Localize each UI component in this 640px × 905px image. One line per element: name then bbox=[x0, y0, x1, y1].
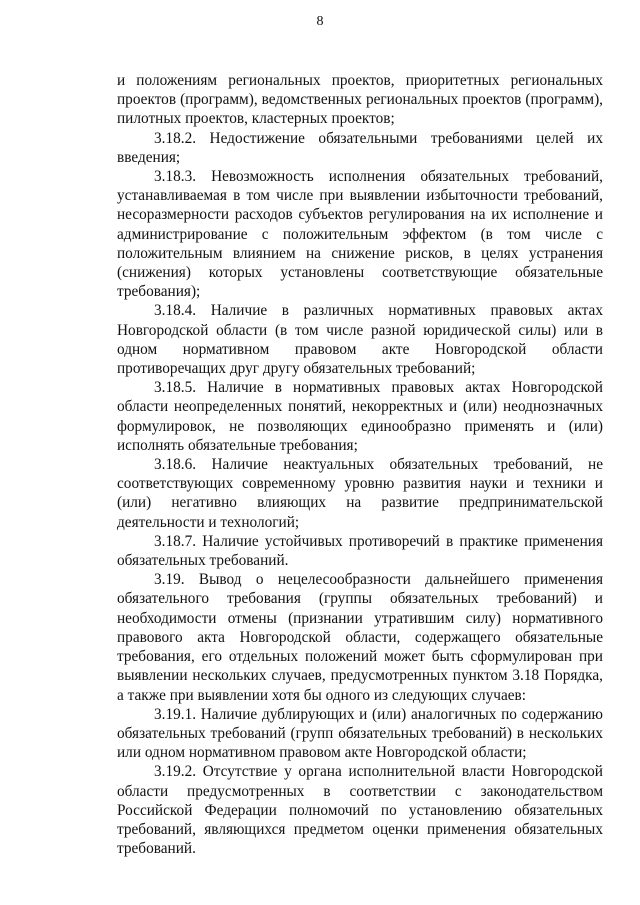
paragraph-3-18-6: 3.18.6. Наличие неактуальных обязательных требований, не соответствующих современному уровню развития науки и техники и (или) негативно влияющих на развитие предпринимательской деятельности и технологий; bbox=[117, 456, 603, 531]
paragraph-3-18-7: 3.18.7. Наличие устойчивых противоречий в практике применения обязательных требований. bbox=[117, 532, 603, 570]
paragraph-3-19-2: 3.19.2. Отсутствие у органа исполнительной власти Новгородской области предусмотренных в соответствии с законодательством Российской Федерации полномочий по установлению обязательных требований, являющихся предметом оценки применения обязательных требований. bbox=[117, 763, 603, 858]
page-number: 8 bbox=[316, 14, 324, 29]
paragraph-3-18-5: 3.18.5. Наличие в нормативных правовых актах Новгородской области неопределенных понятий, некорректных и (или) неоднозначных формулировок, не позволяющих единообразно применять и (или) исполнять обязательные требования; bbox=[117, 379, 603, 454]
document-body bbox=[117, 71, 603, 858]
paragraph-3-19: 3.19. Вывод о нецелесообразности дальнейшего применения обязательного требования (группы обязательных требований) и необходимости отмены (признании утратившим силу) нормативного правового акта Новгородской области, содержащего обязательные требования, его отдельных положений может быть сформулирован при выявлении нескольких случаев, предусмотренных пунктом 3.18 Порядка, а также при выявлении хотя бы одного из следующих случаев: bbox=[117, 571, 603, 704]
paragraph-3-18-4: 3.18.4. Наличие в различных нормативных правовых актах Новгородской области (в том числе разной юридической силы) или в одном нормативном правовом акте Новгородской области противоречащих друг другу обязательных требований; bbox=[117, 302, 603, 378]
paragraph-continuation: и положениям региональных проектов, приоритетных региональных проектов (программ), ведомственных региональных проектов (программ), пилотных проектов, кластерных проектов; bbox=[117, 72, 603, 128]
paragraph-3-18-3: 3.18.3. Невозможность исполнения обязательных требований, устанавливаемая в том числе при выявлении избыточности требований, несоразмерности расходов субъектов регулирования на их исполнение и администрирование с положительным эффектом (в том числе с положительным влиянием на снижение рисков, в целях устранения (снижения) которых установлены соответствующие обязательные требования); bbox=[117, 168, 603, 301]
paragraph-3-19-1: 3.19.1. Наличие дублирующих и (или) аналогичных по содержанию обязательных требований (групп обязательных требований) в нескольких или одном нормативном правовом акте Новгородской области; bbox=[117, 705, 603, 762]
paragraph-3-18-2: 3.18.2. Недостижение обязательными требованиями целей их введения; bbox=[117, 129, 603, 166]
